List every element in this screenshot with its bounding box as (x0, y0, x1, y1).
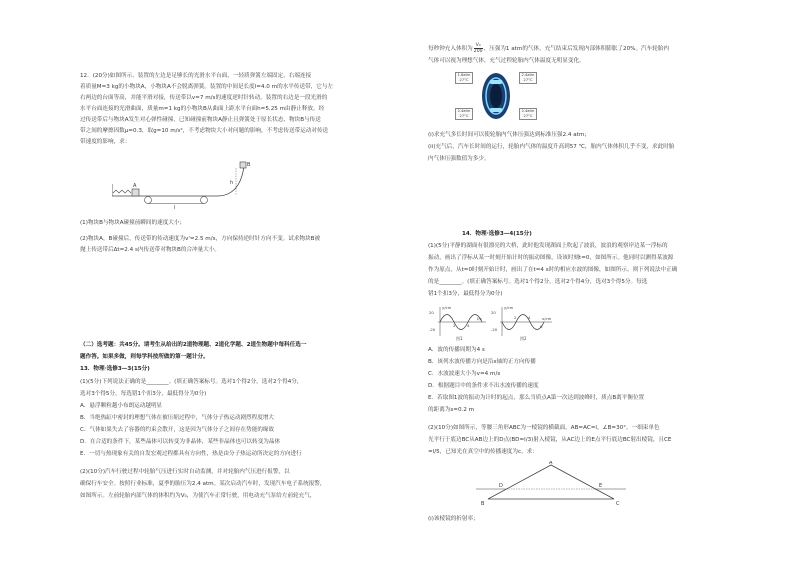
svg-text:E: E (599, 483, 603, 489)
q14-p1-line4: 的是________。(填正确答案标号。选对1个得2分，选对2个得4分，选对3个得5分。每选 (428, 279, 648, 285)
q12-line-3: 右两边的台面等高，并能平滑对接，传送带以v=7 m/s的速度逆时针转动。装置的右边是一段光滑的 (80, 95, 328, 101)
q13-title: 13．物理·选修3—3(15分) (80, 366, 150, 372)
right-line1-pre: 每秒钟充入体积为 (428, 46, 473, 52)
svg-text:y/cm: y/cm (504, 305, 514, 310)
q12-sub1: (1)物块B与物块A碰撞前瞬间的速度大小； (80, 220, 186, 226)
q13-p2-line1: (2)(10分)汽车行驶过程中轮胎气压进行实时自动监测，并对轮胎内气压进行报警，以 (80, 469, 290, 475)
q13-p1b: 选对3个得5分。每选错1个扣3分，最低得分为0分) (80, 391, 207, 397)
svg-text:A: A (549, 461, 553, 466)
q14-p1-line3: 作为原点，从t=0时刻开始计时，画出了在t=4 s时的相应水波的图像，如图所示。则下列说法中正确 (428, 267, 678, 273)
q13-p2-line3: 如图所示。左前轮胎内部气体的体积约为V₀，为使汽车正常行驶，用电动充气泵给左前轮充气， (80, 493, 316, 499)
q14-option-a: A．波的传播周期为4 s (428, 347, 485, 353)
q12-line-4: 水平台面连接的光滑曲面，质量m=1 kg的小物块B从曲面上距水平台面h=5.25 m由静止释放。经 (80, 106, 325, 112)
q13-option-a: A．悬浮颗粒越小布朗运动越明显 (80, 403, 163, 409)
prism-figure (476, 461, 626, 509)
q14-sub-i: (i)该棱镜的折射率； (428, 516, 479, 522)
section2-line1: （二）选考题：共45分。请考生从给出的2道物理题、2道化学题、2道生物题中每科任选一 (80, 342, 307, 348)
svg-text:t/s: t/s (477, 316, 482, 321)
tire-pressure-display (454, 71, 538, 121)
q14-option-b: B．该列水波传播方向是沿x轴的正方向传播 (428, 359, 536, 365)
label-b: B (247, 162, 251, 168)
right-q-ii-a: (ii)充气后，汽车长时间的运行，轮胎内气体的温度升高到57 ℃，胎内气体体积几乎不变，求此时胎 (428, 144, 675, 150)
svg-text:20: 20 (429, 310, 434, 315)
svg-text:图1: 图1 (456, 336, 463, 341)
svg-text:C: C (616, 501, 620, 507)
svg-text:20: 20 (491, 310, 496, 315)
q14-p2-line3: =l/5，已知光在真空中的传播速度为c。求： (428, 449, 538, 455)
q14-p1-line5: 错1个扣3分，最低得分为0分) (428, 291, 503, 297)
q12-line-1: 12．(20分)如图所示，装置的左边是足够长的光滑水平台面，一轻质弹簧左端固定，右端连接 (80, 73, 312, 79)
right-line1-post: 、压强为1 atm的气体，充气结束后发现内部体积膨胀了20%。汽车轮胎内 (483, 46, 670, 52)
fraction-den: 200 (473, 49, 483, 54)
q13-p1a: (1)(5分)下列说法正确的是________。(填正确答案标号。选对1个得2分，选对2个得4分， (80, 379, 303, 385)
q12-line-6: 带之间的摩擦因数μ=0.3，取g=10 m/s²，不考虑物块大小对问题的影响，不考虑传送带运动对传送 (80, 128, 329, 134)
q14-p1-line1: (1)(5分)平静的湖面有很漂亮的大桥，此时他发现湖面上吹起了波浪，波浪的观察岸边某一浮标的 (428, 243, 668, 249)
q14-p2-line2: 光平行于底边BC从AB边上的D点(BD=l/3)射入棱镜，从AC边上的E点平行底边BC射出棱镜，且CE (428, 437, 672, 443)
tire-box-rear-left: 2.4atm 27°C (455, 108, 473, 120)
label-l: l (174, 205, 176, 210)
q13-p2-line2: 确保行车安全。按照行业标准，夏季的胎压为2.4 atm。某次启动汽车时，发现汽车电子系统报警， (80, 481, 326, 487)
tire-box-front-left: 1.6atm 27°C (455, 72, 473, 84)
q14-p2-line1: (2)(10分)如图所示，等腰三角形ABC为一棱镜的横截面，AB=AC=l，∠B=30°。一细束单色 (428, 425, 660, 431)
svg-text:B: B (481, 501, 485, 507)
right-line2: 气体可以视为理想气体，充气过程轮胎内气体温度无明显变化。 (428, 58, 585, 64)
q14-p1-line2: 振动，画出了浮标从某一时刻开始计时的振动图像，设该时刻t=0，如图所示。他同时以测得某波源 (428, 255, 674, 261)
conveyor-figure (112, 160, 252, 210)
q12-line-5: 过传送带后与物块A发生对心弹性碰撞，已知碰撞前物块A静止且弹簧处于原长状态，物块B与传送 (80, 117, 321, 123)
right-q-ii-b: 内气体压强数值为多少。 (428, 156, 490, 162)
q14-option-e-cont: 的距离为s=0.2 m (428, 407, 475, 413)
q14-title: 14．物理·选修3—4(15分) (462, 231, 532, 237)
q12-line-7: 带速度的影响，求： (80, 139, 131, 145)
label-a: A (133, 183, 137, 189)
q14-option-e: E．若取图1波的振动为计时的起点，那么当质点A第一次达到波峰时，质点B离平衡位置 (428, 395, 645, 401)
fraction-num: V₀ (475, 43, 481, 48)
fraction (474, 43, 483, 54)
q12-sub2a: (2)物块A，B碰撞后，传送带的传动速度为v'=2.5 m/s，方向保持逆时针方向不变。试求物块B被 (80, 236, 321, 242)
tire-box-rear-right: 2.4atm 27°C (519, 108, 537, 120)
svg-text:图2: 图2 (520, 336, 527, 341)
svg-text:D: D (499, 483, 503, 489)
q12-line-2: 着质量M=3 kg的小物块A，小物块A不会脱离弹簧。装置的中间是长度l=4.0 m的水平传送带，它与左 (80, 84, 334, 90)
svg-text:4: 4 (467, 323, 470, 328)
label-h: h (230, 180, 234, 186)
q12-sub2b: 抛上传送带后Δt=2.4 s内传送带对物块B的合冲量大小。 (80, 247, 221, 253)
q13-option-b: B．当绝热缸中密封的理想气体在被压缩过程中，气体分子热运动剧烈程度增大 (80, 415, 275, 421)
svg-text:6: 6 (540, 324, 543, 329)
q14-option-c: C．水波波速大小为v=4 m/s (428, 371, 501, 377)
q13-option-d: D．在合适的条件下，某些晶体可以转变为非晶体，某些非晶体也可以转变为晶体 (80, 439, 281, 445)
q13-option-e: E．一切与热现象有关的自发宏观过程都具有方向性，热是由分子热运动所决定的方向进行 (80, 451, 302, 457)
svg-text:-20: -20 (491, 327, 498, 332)
svg-text:y/cm: y/cm (442, 305, 452, 310)
right-q-i: (i)求充气多长时间可以使轮胎内气体压强达到标准压强2.4 atm； (428, 132, 590, 138)
tire-box-front-right: 2.4atm 27°C (519, 72, 537, 84)
q14-option-d: D．根据题目中的条件求不出水波传播的速度 (428, 383, 539, 389)
section2-line2: 题作答。如果多做，则每学科按所做的第一题计分。 (80, 354, 209, 360)
svg-text:x/cm: x/cm (542, 316, 552, 321)
svg-text:-20: -20 (429, 327, 436, 332)
svg-text:4: 4 (528, 315, 531, 320)
svg-text:2: 2 (514, 315, 517, 320)
wave-graphs (428, 304, 558, 342)
right-line1 (428, 43, 669, 55)
svg-text:2: 2 (453, 323, 456, 328)
q13-option-c: C．气体如果失去了容器的约束会散开，这是因为气体分子之间存在势能的缘故 (80, 427, 275, 433)
